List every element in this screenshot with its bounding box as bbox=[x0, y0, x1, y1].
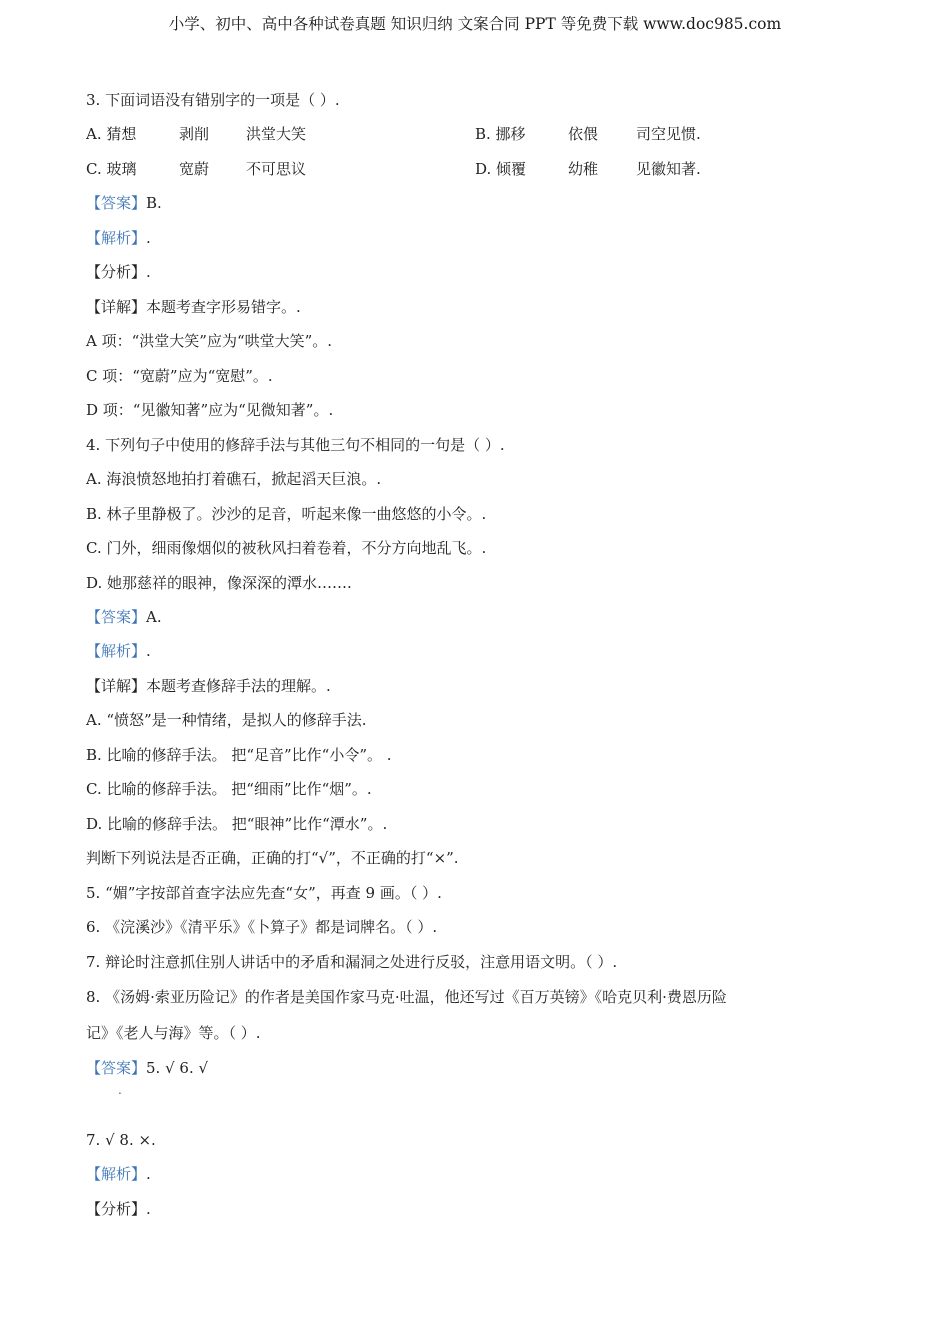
q3-explain-c: C 项：“宽蔚”应为“宽慰”。. bbox=[86, 367, 273, 385]
q4-answer bbox=[86, 607, 162, 627]
judge-fenxi: 【分析】. bbox=[86, 1200, 151, 1218]
judge-answer-row2: 7. √ 8. ×. bbox=[86, 1131, 156, 1149]
q4-option-b: B. 林子里静极了。沙沙的足音，听起来像一曲悠悠的小令。. bbox=[86, 505, 487, 523]
q3-opt-b-word2: 依偎 bbox=[568, 125, 599, 143]
q3-opt-d-word3: 见徽知著. bbox=[636, 160, 701, 178]
judge-analysis: 【解析】. bbox=[86, 1165, 151, 1183]
q3-opt-b-word1: B. 挪移 bbox=[475, 125, 526, 143]
q3-opt-d-word1: D. 倾覆 bbox=[475, 160, 527, 178]
q3-options-row1 bbox=[86, 124, 701, 144]
q4-option-d: D. 她那慈祥的眼神，像深深的潭水……. bbox=[86, 574, 352, 592]
q3-stem: 3. 下面词语没有错别字的一项是（ ）. bbox=[86, 91, 340, 109]
analysis-tag: 【解析】 bbox=[86, 642, 147, 660]
q3-opt-d-word2: 幼稚 bbox=[568, 160, 599, 178]
q3-analysis: 【解析】. bbox=[86, 229, 151, 247]
q4-explain-d: D. 比喻的修辞手法。 把“眼神”比作“潭水”。. bbox=[86, 815, 388, 833]
judge-item-7: 7. 辩论时注意抓住别人讲话中的矛盾和漏洞之处进行反驳，注意用语文明。（ ）. bbox=[86, 953, 618, 971]
q3-opt-a-word3: 洪堂大笑 bbox=[246, 125, 307, 143]
q3-detail: 【详解】本题考查字形易错字。. bbox=[86, 298, 301, 316]
q3-explain-d: D 项：“见徽知著”应为“见微知著”。. bbox=[86, 401, 334, 419]
q3-opt-c-word1: C. 玻璃 bbox=[86, 160, 137, 178]
q3-explain-a: A 项：“洪堂大笑”应为“哄堂大笑”。. bbox=[86, 332, 333, 350]
q4-detail: 【详解】本题考查修辞手法的理解。. bbox=[86, 677, 331, 695]
q3-opt-a-word1: A. 猜想 bbox=[86, 125, 137, 143]
q3-opt-c-word2: 宽蔚 bbox=[179, 160, 210, 178]
q4-analysis: 【解析】. bbox=[86, 642, 151, 660]
q4-explain-c: C. 比喻的修辞手法。 把“细雨”比作“烟”。. bbox=[86, 780, 372, 798]
answer-tag: 【答案】 bbox=[86, 1059, 147, 1077]
judge-item-8-line2: 记》《老人与海》等。（ ）. bbox=[86, 1024, 261, 1042]
answer-value: A. bbox=[146, 608, 162, 626]
answer-value: B. bbox=[146, 194, 162, 212]
q4-stem: 4. 下列句子中使用的修辞手法与其他三句不相同的一句是（ ）. bbox=[86, 436, 505, 454]
q4-option-a: A. 海浪愤怒地拍打着礁石，掀起滔天巨浪。. bbox=[86, 470, 382, 488]
answer-tag: 【答案】 bbox=[86, 194, 147, 212]
judge-item-8-line1: 8. 《汤姆·索亚历险记》的作者是美国作家马克·吐温，他还写过《百万英镑》《哈克贝利·费恩历险 bbox=[86, 988, 727, 1006]
q3-opt-c-word3: 不可思议 bbox=[246, 160, 307, 178]
q4-explain-a: A. “愤怒”是一种情绪，是拟人的修辞手法. bbox=[86, 711, 367, 729]
q3-options-row2 bbox=[86, 159, 701, 179]
page-header: 小学、初中、高中各种试卷真题 知识归纳 文案合同 PPT 等免费下载 www.doc985.com bbox=[168, 15, 782, 33]
q3-answer bbox=[86, 193, 162, 213]
judge-item-5: 5. “媚”字按部首查字法应先查“女”，再查 9 画。（ ）. bbox=[86, 884, 442, 902]
stray-dot: . bbox=[118, 1083, 122, 1097]
answer-value: 5. √ 6. √ bbox=[146, 1059, 209, 1077]
judge-answer bbox=[86, 1058, 208, 1078]
judge-intro: 判断下列说法是否正确，正确的打“√”，不正确的打“×”. bbox=[86, 849, 459, 867]
analysis-tag: 【解析】 bbox=[86, 229, 147, 247]
analysis-tag: 【解析】 bbox=[86, 1165, 147, 1183]
judge-item-6: 6. 《浣溪沙》《清平乐》《卜算子》都是词牌名。（ ）. bbox=[86, 918, 438, 936]
q4-explain-b: B. 比喻的修辞手法。 把“足音”比作“小令”。 . bbox=[86, 746, 392, 764]
answer-tag: 【答案】 bbox=[86, 608, 147, 626]
q4-option-c: C. 门外，细雨像烟似的被秋风扫着卷着，不分方向地乱飞。. bbox=[86, 539, 487, 557]
q3-fenxi: 【分析】. bbox=[86, 263, 151, 281]
q3-opt-a-word2: 剥削 bbox=[179, 125, 210, 143]
q3-opt-b-word3: 司空见惯. bbox=[636, 125, 701, 143]
